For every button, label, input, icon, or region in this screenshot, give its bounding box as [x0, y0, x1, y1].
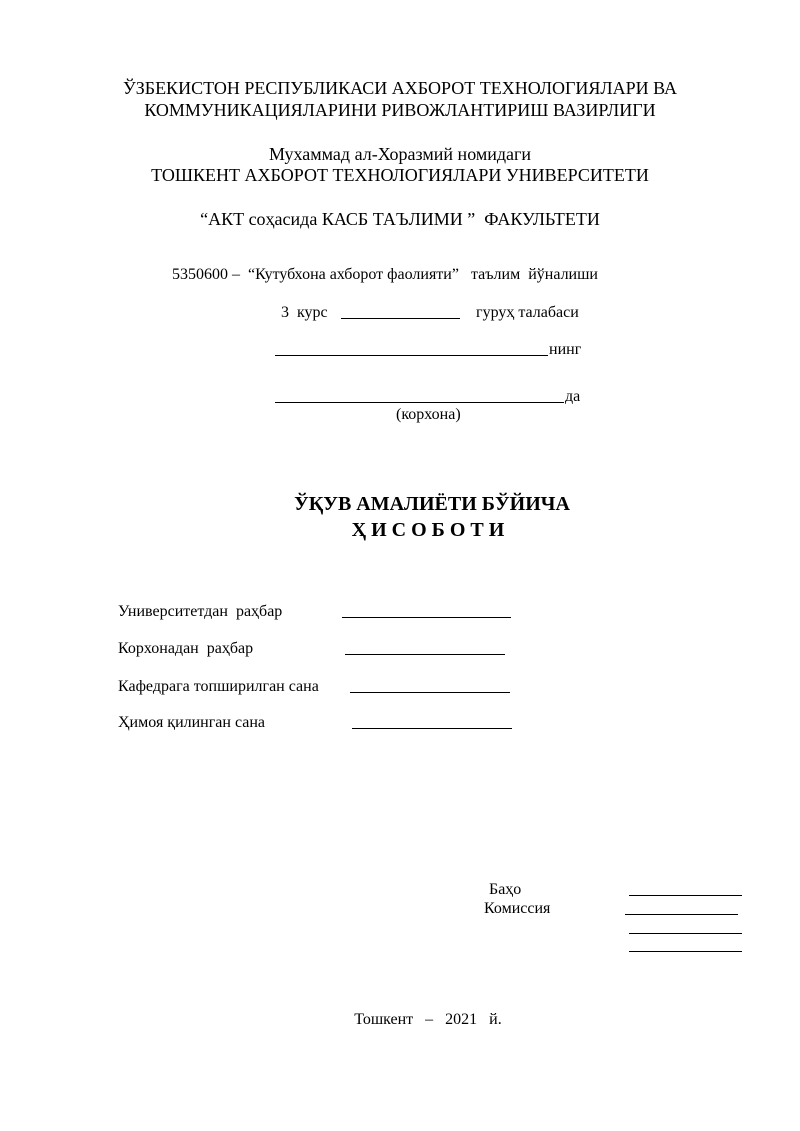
defense-date-label: Ҳимоя қилинган сана [118, 714, 266, 731]
study-direction: 5350600 – “Кутубхона ахборот фаолияти” таълим йўналиши [172, 266, 598, 283]
name-suffix: нинг [549, 341, 582, 358]
report-title-line-1: ЎҚУВ АМАЛИЁТИ БЎЙИЧА [294, 493, 570, 515]
commission-blank-2 [629, 933, 742, 934]
course-label: 3 курс [281, 304, 328, 321]
university-supervisor-label: Университетдан раҳбар [118, 603, 283, 620]
submitted-date-label: Кафедрага топширилган сана [118, 678, 319, 695]
university-supervisor-blank [342, 617, 511, 618]
place-caption: (корхона) [396, 406, 461, 423]
ministry-line-2: КОММУНИКАЦИЯЛАРИНИ РИВОЖЛАНТИРИШ ВАЗИРЛИГИ [144, 100, 656, 120]
group-blank [341, 318, 460, 319]
grade-label: Баҳо [489, 881, 522, 898]
company-supervisor-label: Корхонадан раҳбар [118, 640, 254, 657]
faculty-name: “АКТ соҳасида КАСБ ТАЪЛИМИ ” ФАКУЛЬТЕТИ [200, 209, 600, 229]
ministry-line-1: ЎЗБЕКИСТОН РЕСПУБЛИКАСИ АХБОРОТ ТЕХНОЛОГИЯЛАРИ ВА [122, 78, 678, 98]
group-suffix: гуруҳ талабаси [476, 304, 579, 321]
city-year: Тошкент – 2021 й. [354, 1011, 502, 1028]
place-blank [275, 402, 564, 403]
commission-label: Комиссия [484, 900, 551, 917]
report-title-line-2: Ҳ И С О Б О Т И [351, 519, 505, 541]
grade-blank [629, 895, 742, 896]
submitted-date-blank [350, 692, 510, 693]
named-after: Мухаммад ал-Хоразмий номидаги [268, 144, 532, 164]
student-name-blank [275, 355, 548, 356]
place-suffix: да [565, 388, 581, 405]
university-name: ТОШКЕНТ АХБОРОТ ТЕХНОЛОГИЯЛАРИ УНИВЕРСИТЕТИ [151, 165, 649, 185]
defense-date-blank [352, 728, 512, 729]
commission-blank-3 [629, 951, 742, 952]
commission-blank-1 [625, 914, 738, 915]
company-supervisor-blank [345, 654, 505, 655]
